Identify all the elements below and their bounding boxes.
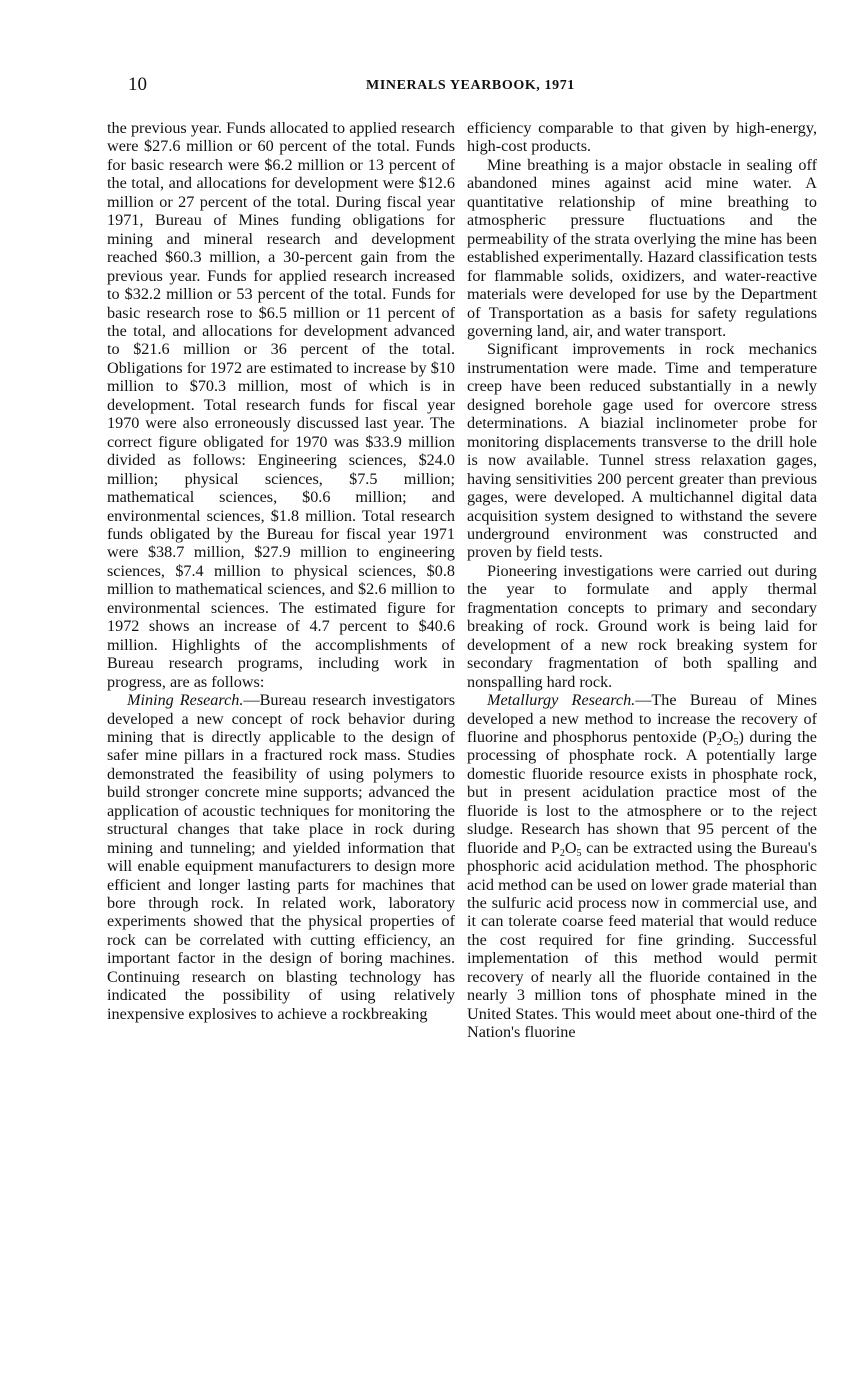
subscript-2: 2 bbox=[716, 736, 722, 748]
page-number: 10 bbox=[128, 74, 147, 95]
paragraph-metallurgy-research bbox=[467, 691, 817, 1042]
mining-research-heading: Mining Research. bbox=[127, 691, 244, 710]
metallurgy-text-a: —The Bureau of Mines developed a new method to increase the recovery of fluorine and phosphorus pentoxide (P bbox=[467, 691, 817, 746]
subscript-5: 5 bbox=[576, 847, 582, 859]
paragraph-mining-research bbox=[107, 691, 455, 1023]
metallurgy-text-e: can be extracted using the Bureau's phosphoric acid acidulation method. The phosphoric acid method can be used on lower grade material than the sulfuric acid process now in commercial use, and it can tolerate coarse feed material that would reduce the cost required for fine grinding. Successful implementation of this method would permit recovery of nearly all the fluoride contained in the nearly 3 million tons of phosphate mined in the United States. This would meet about one-third of the Nation's fluorine bbox=[467, 838, 817, 1042]
right-column bbox=[467, 119, 817, 1042]
paragraph-thermal-fragmentation: Pioneering investigations were carried out during the year to formulate and apply thermal fragmentation concepts to primary and secondary breaking of rock. Ground work is being laid for development of a new rock breaking system for secondary fragmentation of both spalling and nonspalling hard rock. bbox=[467, 561, 817, 691]
metallurgy-text-b: O bbox=[721, 727, 734, 746]
mining-research-text: —Bureau research investigators developed a new concept of rock behavior during mining that is directly applicable to the design of safer mine pillars in a fractured rock mass. Studies demonstrated the feasibility of using polymers to build stronger concrete mine supports; advanced the application of acoustic techniques for monitoring the structural changes that take place in rock during mining and tunneling; and yielded information that will enable equipment manufacturers to design more efficient and longer lasting parts for machines that bore through rock. In related work, laboratory experiments showed that the physical properties of rock can be correlated with cutting efficiency, an important factor in the design of boring machines. Continuing research on blasting technology has indicated the possibility of using relatively inexpensive explosives to achieve a rockbreaking bbox=[107, 691, 455, 1023]
paragraph-rock-mechanics: Significant improvements in rock mechanics instrumentation were made. Time and temperature creep have been reduced substantially in a newly designed borehole gage used for overcore stress determinations. A biazial inclinometer probe for monitoring displacements transverse to the drill hole is now available. Tunnel stress relaxation gages, having sensitivities 200 percent greater than previous gages, were developed. A multichannel digital data acquisition system designed to withstand the severe underground environment was constructed and proven by field tests. bbox=[467, 340, 817, 562]
paragraph-rockbreaking-continued: efficiency comparable to that given by high-energy, high-cost products. bbox=[467, 119, 817, 156]
paragraph-mine-breathing: Mine breathing is a major obstacle in sealing off abandoned mines against acid mine water. A quantitative relationship of mine breathing to atmospheric pressure fluctuations and the permeability of the strata overlying the mine has been established experimentally. Hazard classification tests for flammable solids, oxidizers, and water-reactive materials were developed for use by the Department of Transportation as a basis for safety regulations governing land, air, and water transport. bbox=[467, 155, 817, 340]
subscript-5: 5 bbox=[733, 736, 739, 748]
running-title: MINERALS YEARBOOK, 1971 bbox=[366, 78, 575, 93]
metallurgy-text-c: ) during the processing of phosphate rock. A potentially large domestic fluoride resource exists in phosphate rock, but in present acidulation practice most of the fluoride is lost to the atmosphere or to the reject sludge. Research has shown that 95 percent of the fluoride and P bbox=[467, 727, 817, 857]
running-head bbox=[0, 74, 861, 98]
paragraph-funding-continued: the previous year. Funds allocated to applied research were $27.6 million or 60 percent of the total. Funds for basic research were $6.2 million or 13 percent of the total, and allocations for development were $12.6 million or 27 percent of the total. During fiscal year 1971, Bureau of Mines funding obligations for mining and mineral research and development reached $60.3 million, a 30-percent gain from the previous year. Funds for applied research increased to $32.2 million or 53 percent of the total. Funds for basic research rose to $6.5 million or 11 percent of the total, and allocations for development advanced to $21.6 million or 36 percent of the total. Obligations for 1972 are estimated to increase by $10 million to $70.3 million, most of which is in development. Total research funds for fiscal year 1970 were also erroneously discussed last year. The correct figure obligated for 1970 was $33.9 million divided as follows: Engineering sciences, $24.0 million; physical sciences, $7.5 million; mathematical sciences, $0.6 million; and environmental sciences, $1.8 million. Total research funds obligated by the Bureau for fiscal year 1971 were $38.7 million, $27.9 million to engineering sciences, $7.4 million to physical sciences, $0.8 million to mathematical sciences, and $2.6 million to environmental sciences. The estimated figure for 1972 shows an increase of 4.7 percent to $40.6 million. Highlights of the accomplishments of Bureau research programs, including work in progress, are as follows: bbox=[107, 119, 455, 691]
metallurgy-research-heading: Metallurgy Research. bbox=[487, 691, 636, 710]
metallurgy-text-d: O bbox=[564, 838, 577, 857]
subscript-2: 2 bbox=[559, 847, 565, 859]
left-column bbox=[107, 119, 455, 1023]
